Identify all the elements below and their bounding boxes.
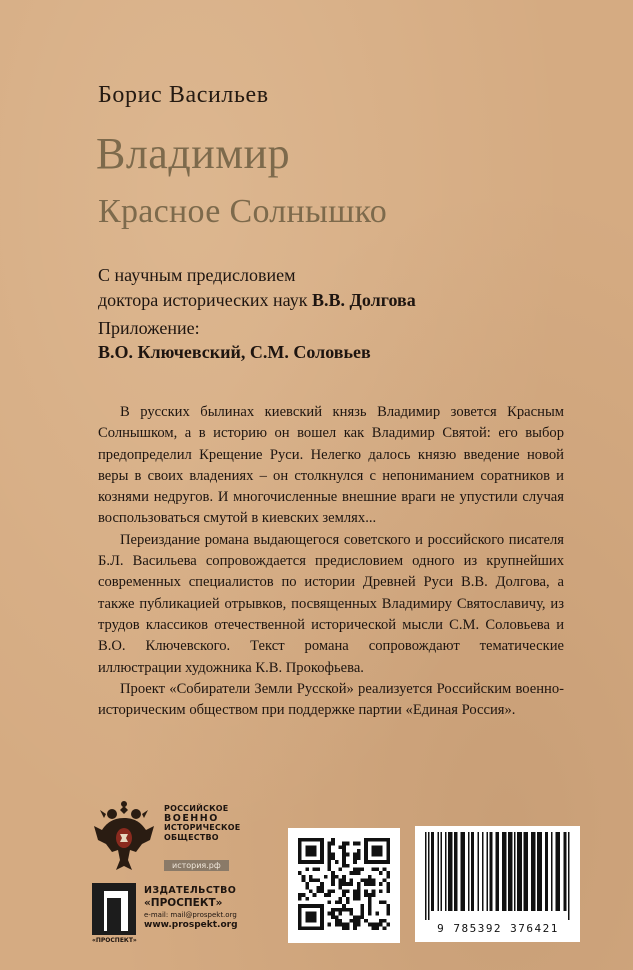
prospekt-logo-caption: «ПРОСПЕКТ» <box>92 937 137 944</box>
preface-prefix: доктора исторических наук <box>98 290 312 310</box>
publisher-name: «ПРОСПЕКТ» <box>144 897 223 909</box>
title-line-1: Владимир <box>96 129 291 178</box>
qr-code-icon <box>298 838 390 930</box>
prospekt-logo-icon <box>92 883 136 935</box>
rvio-line-1: РОССИЙСКОЕ <box>164 804 229 813</box>
barcode-box <box>415 826 580 942</box>
appendix-label: Приложение: <box>98 318 200 338</box>
publisher-email: e-mail: mail@prospekt.org <box>144 911 237 919</box>
double-headed-eagle-icon <box>92 800 156 876</box>
publisher-line-1: ИЗДАТЕЛЬСТВО <box>144 885 237 896</box>
annotation-paragraph-3: Проект «Собиратели Земли Русской» реализуется Российским военно-историческим обществом при поддержке партии «Единая Россия». <box>98 680 564 719</box>
title-line-2: Красное Солнышко <box>98 193 388 230</box>
annotation-text <box>98 402 564 721</box>
preface-author: В.В. Долгова <box>311 290 416 310</box>
rvio-site: история.рф <box>164 860 229 871</box>
preface-line-1: С научным предисловием <box>98 265 296 285</box>
publisher-site: www.prospekt.org <box>144 920 238 930</box>
appendix-names: В.О. Ключевский, С.М. Соловьев <box>98 342 371 362</box>
rvio-line-3: ИСТОРИЧЕСКОЕ <box>164 823 241 832</box>
preface-line-2 <box>98 290 416 311</box>
annotation-paragraph-2: Переиздание романа выдающегося советского и российского писателя Б.Л. Васильева сопровождается предисловием одного из крупнейших современных специалистов по истории Древней Руси В.В. Долгова, а также публикацией отрывков, посвященных Владимиру Святославичу, из трудов классиков отечественной исторической мысли С.М. Соловьева и В.О. Ключевского. Текст романа сопровождают тематические иллюстрации художника К.В. Прокофьева. <box>98 531 564 676</box>
publisher-info <box>144 885 238 930</box>
rvio-logo <box>92 800 242 880</box>
barcode-icon <box>425 832 571 920</box>
rvio-line-2: ВОЕННО <box>164 812 219 824</box>
qr-code-box <box>288 828 400 943</box>
publisher-logo <box>92 883 252 943</box>
annotation-paragraph-1: В русских былинах киевский князь Владимир зовется Красным Солнышком, а в историю он вошел как Владимир Святой: его выбор предопределил Крещение Руси. Нелегко далось князю введение новой веры в своих владениях – он столкнулся с непониманием соратников и кознями недругов. И многочисленные внешние враги не упустили случая воспользоваться смутой в киевских землях... <box>98 404 564 527</box>
rvio-line-4: ОБЩЕСТВО <box>164 832 219 842</box>
author-name: Борис Васильев <box>98 82 269 108</box>
rvio-name <box>164 804 240 842</box>
isbn-number: 9 785392 376421 <box>437 922 559 935</box>
